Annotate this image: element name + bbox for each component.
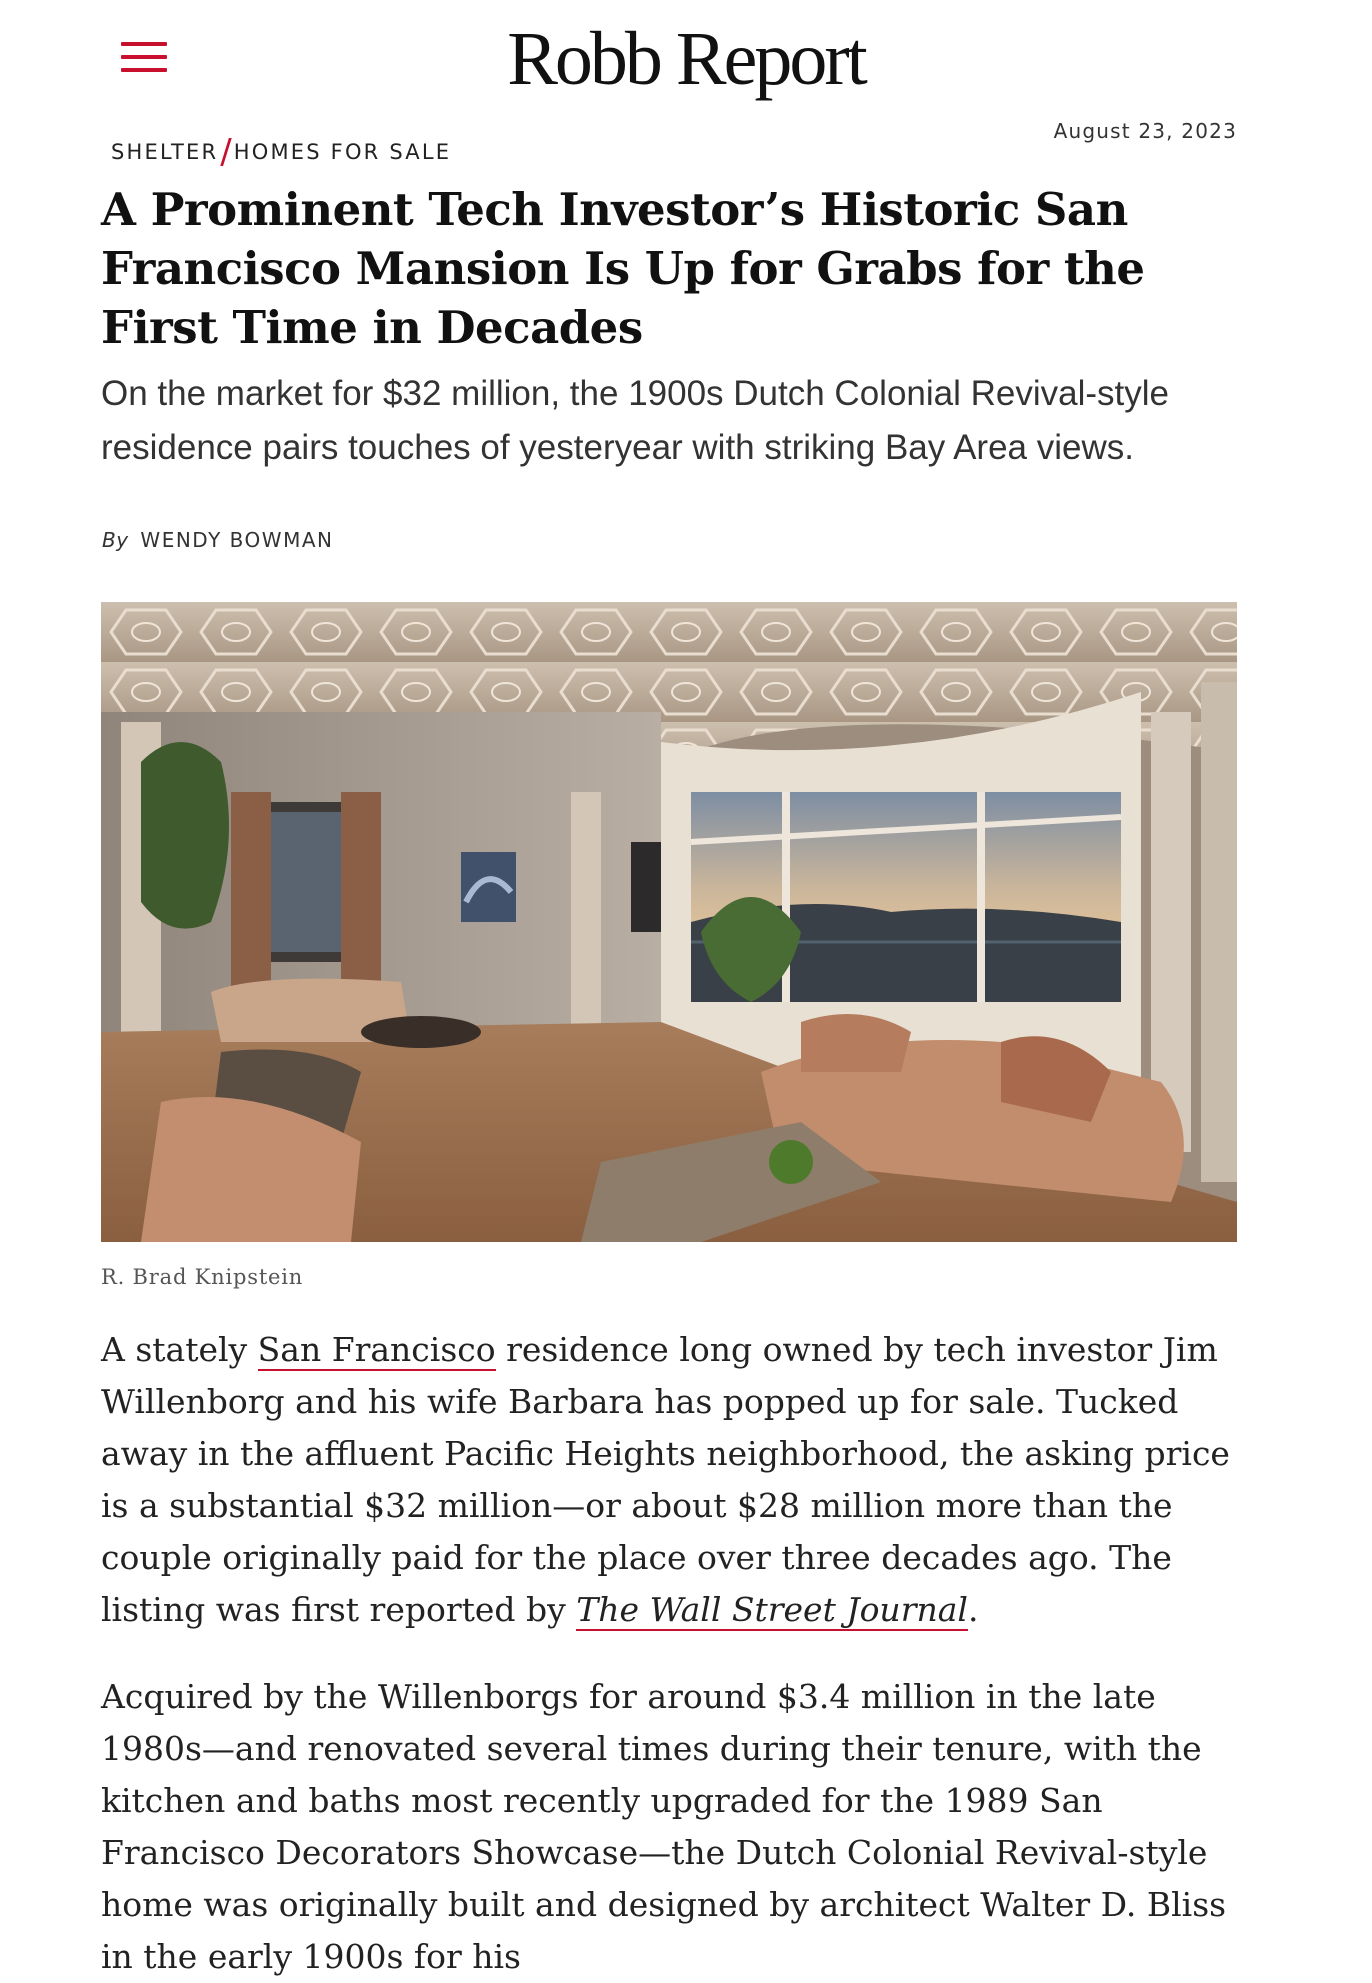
article-dek: On the market for $32 million, the 1900s Dutch Colonial Revival-style residence pairs touches of yesteryear with striking Bay Area views.	[101, 374, 1169, 467]
san-francisco-link[interactable]: San Francisco	[257, 1330, 496, 1369]
byline	[102, 528, 333, 552]
author-link[interactable]: WENDY BOWMAN	[140, 528, 334, 552]
article-paragraph-1	[101, 1324, 1251, 1636]
hero-image[interactable]	[101, 602, 1237, 1242]
byline-prefix: By	[102, 528, 129, 552]
breadcrumb-shelter-link[interactable]: SHELTER	[111, 140, 219, 164]
breadcrumb-homes-for-sale-link[interactable]: HOMES FOR SALE	[233, 140, 452, 164]
wall-street-journal-link[interactable]: The Wall Street Journal	[576, 1590, 968, 1629]
living-room-photo	[101, 602, 1237, 1242]
breadcrumb-separator: /	[220, 132, 232, 172]
breadcrumb	[111, 128, 452, 172]
site-header	[0, 0, 1372, 110]
article-headline: A Prominent Tech Investor’s Historic San Francisco Mansion Is Up for Grabs for the First Time in Decades	[101, 183, 1145, 354]
article-paragraph-2: Acquired by the Willenborgs for around $3.4 million in the late 1980s—and renovated several times during their tenure, with the kitchen and baths most recently upgraded for the 1989 San Francisco Decorators Showcase—the Dutch Colonial Revival-style home was originally built and designed by architect Walter D. Bliss in the early 1900s for his	[101, 1677, 1227, 1976]
site-logo[interactable]: Robb Report	[507, 17, 865, 101]
publish-date: August 23, 2023	[1053, 119, 1237, 143]
p1-text-end: .	[967, 1590, 979, 1629]
p1-text-middle: residence long owned by tech investor Jim Willenborg and his wife Barbara has popped up for sale. Tucked away in the affluent Pacific Heights neighborhood, the asking price is a substantial $32 million—or about $28 million more than the couple originally paid for the place over three decades ago. The listing was first reported by	[101, 1330, 1230, 1629]
photo-credit: R. Brad Knipstein	[101, 1265, 304, 1289]
p1-text-start: A stately	[101, 1330, 258, 1369]
